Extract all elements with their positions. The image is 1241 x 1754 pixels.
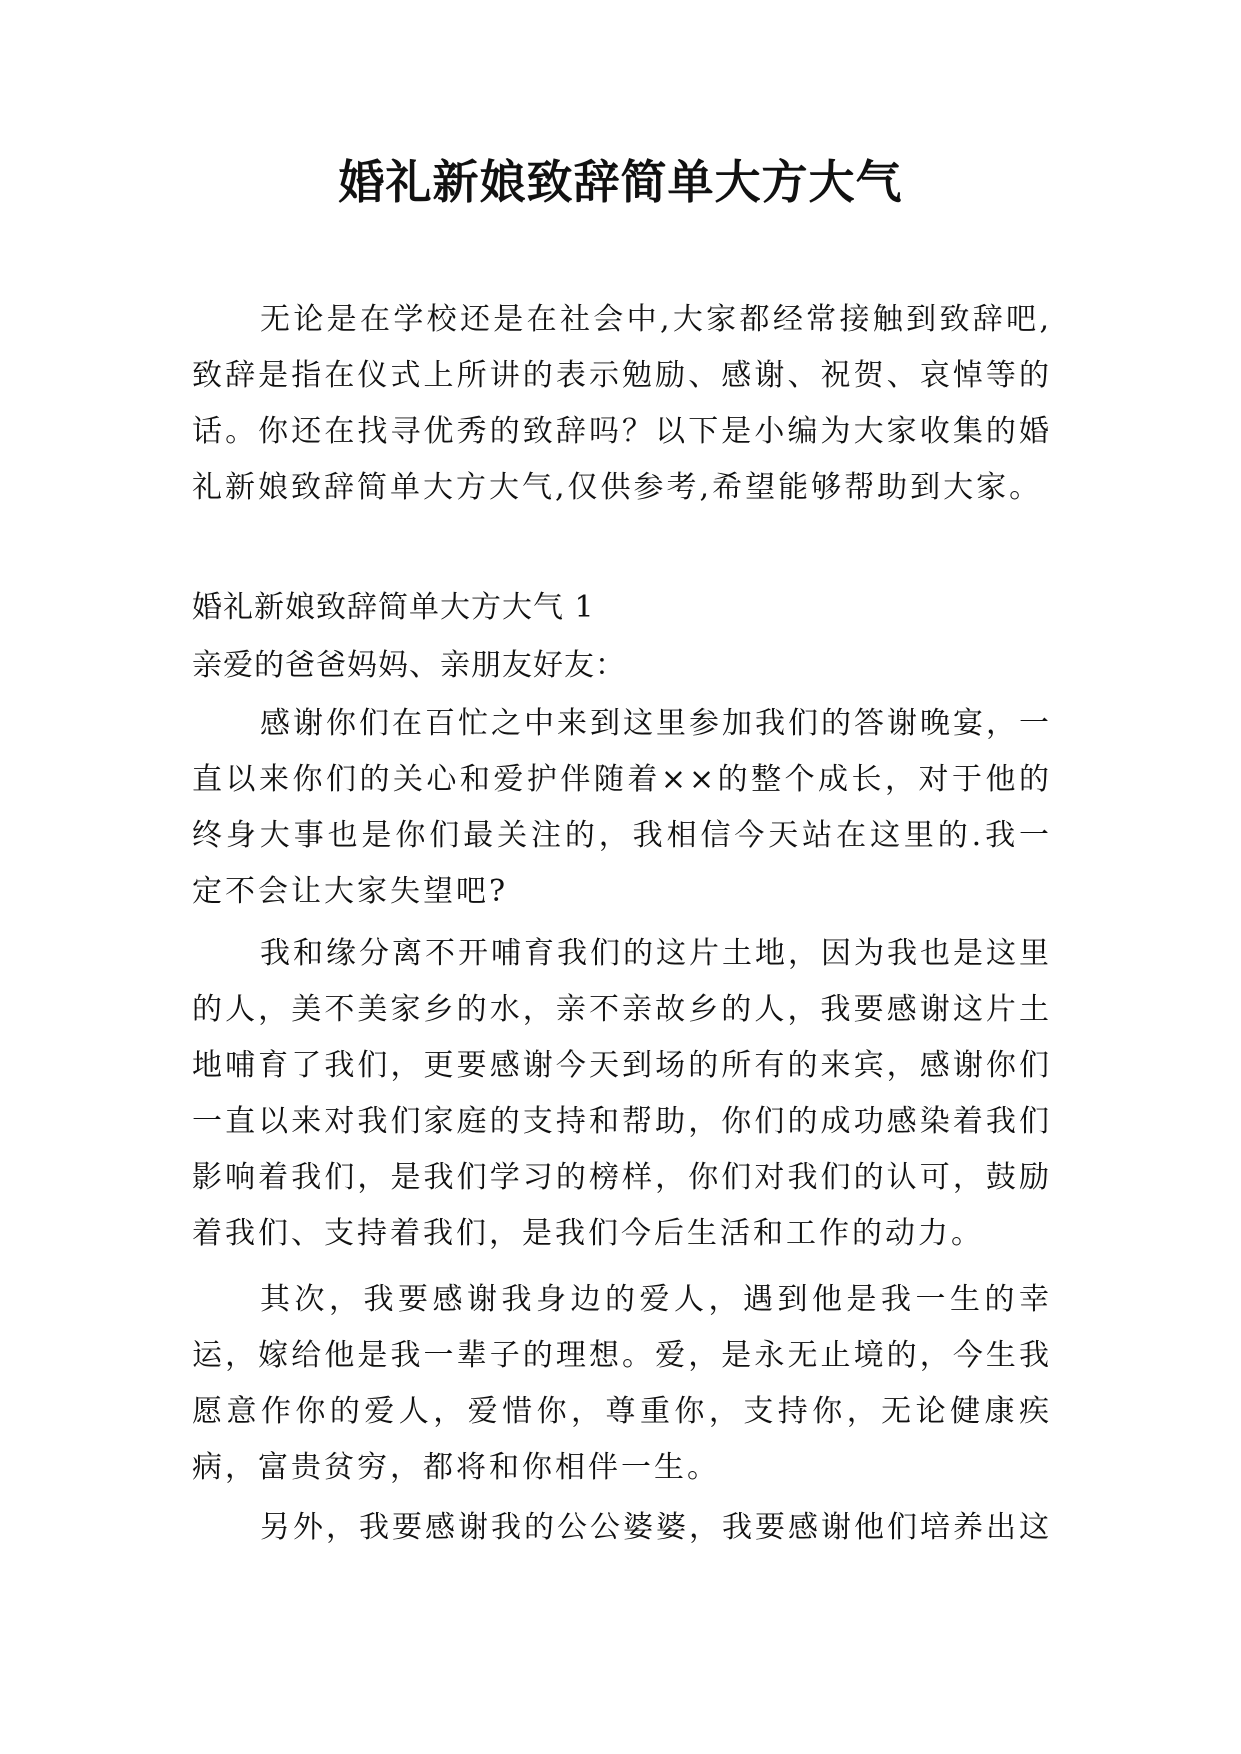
speech-paragraph: 我和缘分离不开哺育我们的这片土地，因为我也是这里的人，美不美家乡的水，亲不亲故乡的人，我要感谢这片土地哺育了我们，更要感谢今天到场的所有的来宾，感谢你们一直以来对我们家庭的支持和帮助，你们的成功感染着我们影响着我们，是我们学习的榜样，你们对我们的认可，鼓励着我们、支持着我们，是我们今后生活和工作的动力。 (192, 936, 1052, 1251)
intro-paragraph: 无论是在学校还是在社会中,大家都经常接触到致辞吧,致辞是指在仪式上所讲的表示勉励、感谢、祝贺、哀悼等的话。你还在找寻优秀的致辞吗？以下是小编为大家收集的婚礼新娘致辞简单大方大气,仅供参考,希望能够帮助到大家。 (192, 302, 1052, 505)
speech-paragraph: 其次，我要感谢我身边的爱人，遇到他是我一生的幸运，嫁给他是我一辈子的理想。爱，是永无止境的，今生我愿意作你的爱人，爱惜你，尊重你，支持你，无论健康疾病，富贵贫穷，都将和你相伴一生。 (192, 1282, 1052, 1485)
section-title: 婚礼新娘致辞简单大方大气 1 (192, 590, 595, 625)
document-title: 婚礼新娘致辞简单大方大气 (338, 155, 903, 209)
speech-paragraph: 另外，我要感谢我的公公婆婆，我要感谢他们培养出这 (260, 1510, 1052, 1545)
speech-paragraph: 感谢你们在百忙之中来到这里参加我们的答谢晚宴，一直以来你们的关心和爱护伴随着××的整个成长，对于他的终身大事也是你们最关注的，我相信今天站在这里的.我一定不会让大家失望吧? (192, 706, 1052, 909)
salutation: 亲爱的爸爸妈妈、亲朋友好友： (192, 648, 626, 683)
